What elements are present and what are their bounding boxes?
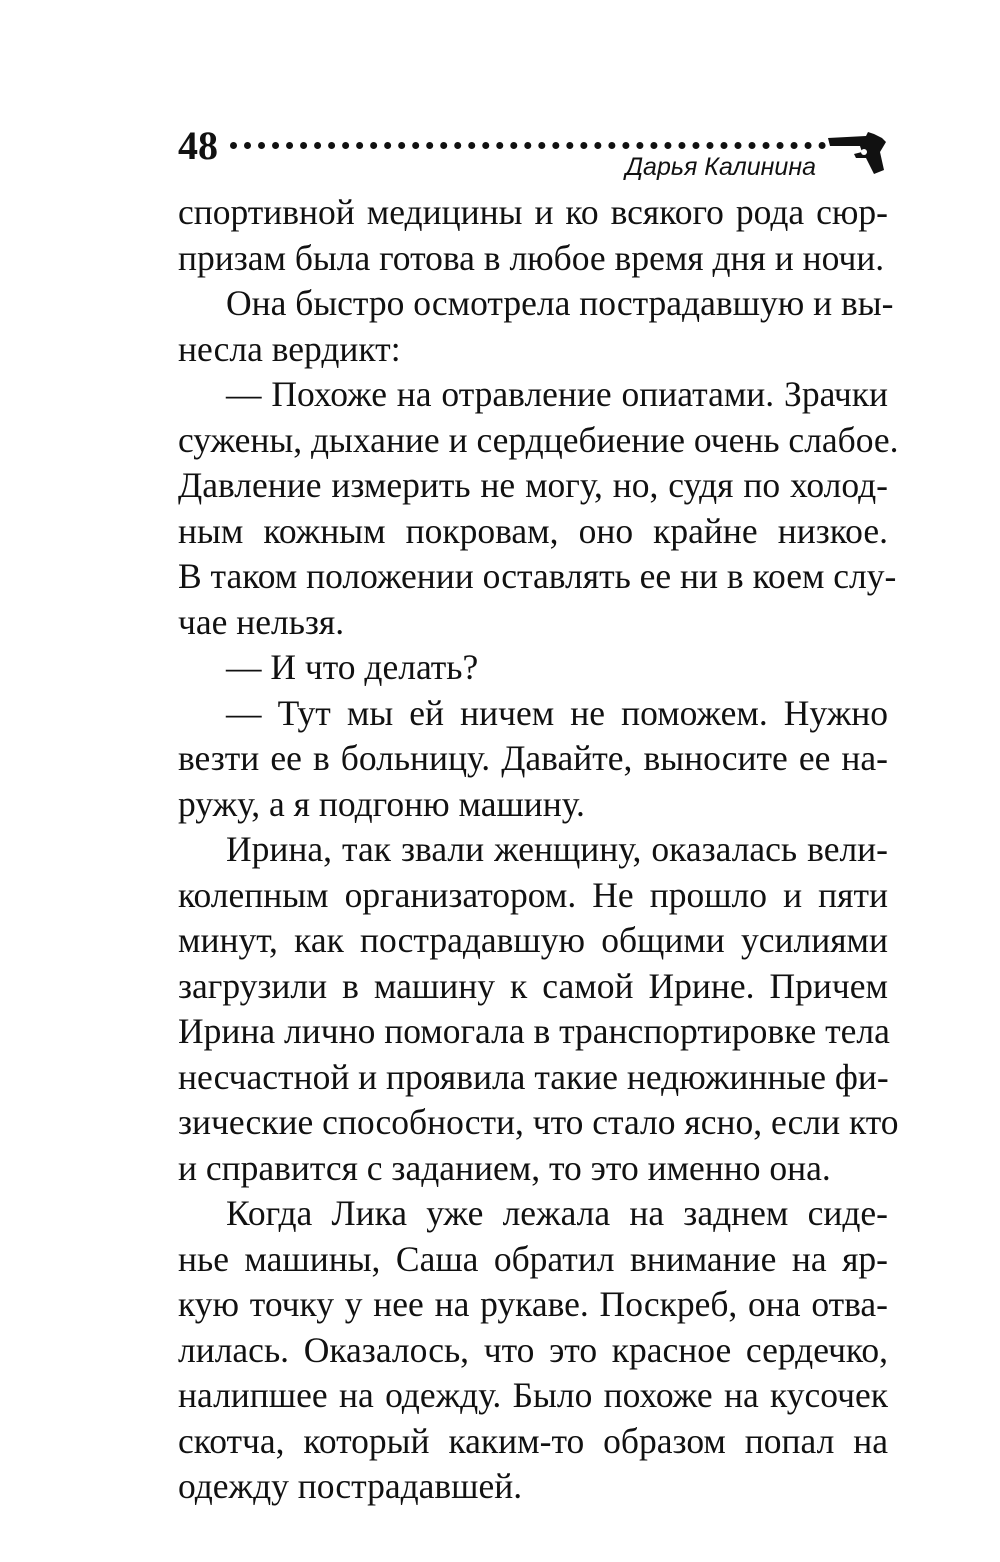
dotted-rule [230,132,826,149]
text-line: одежду пострадавшей. [178,1466,523,1506]
text-line: призам была готова в любое время дня и ночи. [178,237,885,278]
text-line: спортивной медицины и ко всякого рода сюр- [178,192,888,232]
text-line: Давление измерить не могу, но, судя по холод- [178,465,888,505]
page-number: 48 [178,123,218,168]
body-text [178,190,899,1510]
text-line: несла вердикт: [178,328,401,369]
text-line: нье машины, Саша обратил внимание на яр- [178,1238,888,1279]
text-line: колепным организатором. Не прошло и пяти [178,874,888,915]
text-line: Ирина лично помогала в транспортировке тела [178,1011,890,1051]
text-line: везти ее в больницу. Давайте, выносите ее на- [178,738,888,778]
text-line: Она быстро осмотрела пострадавшую и вы- [226,283,894,323]
text-line: В таком положении оставлять ее ни в коем слу- [178,556,897,596]
text-line: загрузили в машину к самой Ирине. Причем [178,965,888,1006]
text-line: несчастной и проявила такие недюжинные фи- [178,1056,889,1097]
text-line: скотча, который каким-то образом попал на [178,1420,888,1461]
text-line: минут, как пострадавшую общими усилиями [178,920,888,960]
text-line: — И что делать? [226,647,479,687]
text-line: зические способности, что стало ясно, если кто [178,1102,899,1142]
text-line: лилась. Оказалось, что это красное сердечко, [178,1329,888,1370]
text-line: сужены, дыхание и сердцебиение очень слабое. [178,419,899,460]
revolver-icon [826,128,888,178]
text-line: Ирина, так звали женщину, оказалась вели- [226,829,888,869]
text-line: и справится с заданием, то это именно она. [178,1147,831,1188]
text-line: налипшее на одежду. Было похоже на кусочек [178,1375,888,1415]
text-line: — Тут мы ей ничем не поможем. Нужно [226,692,888,733]
text-line: чае нельзя. [178,601,345,642]
author-name: Дарья Калинина [625,153,816,181]
text-line: ным кожным покровам, оно крайне низкое. [178,510,888,551]
running-header [178,118,888,188]
text-line: Когда Лика уже лежала на заднем сиде- [226,1193,888,1233]
text-line: ружу, а я подгоню машину. [178,783,585,824]
text-line: — Похоже на отравление опиатами. Зрачки [226,374,888,414]
text-line: кую точку у нее на рукаве. Поскреб, она отва- [178,1284,888,1324]
